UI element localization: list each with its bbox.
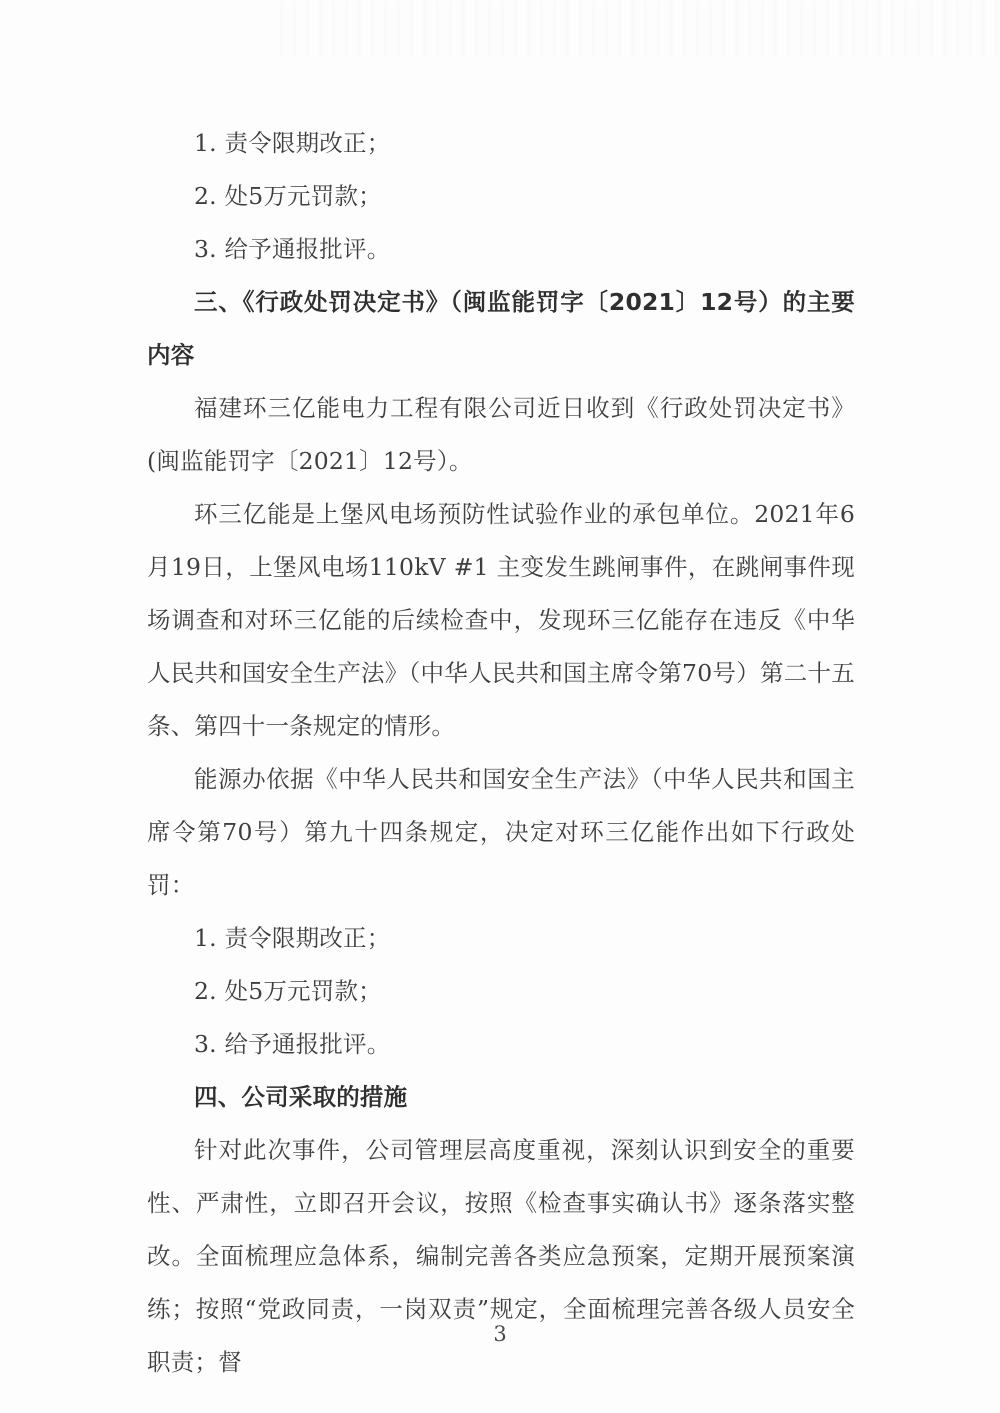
penalty-list-item: 3. 给予通报批评。 — [194, 1030, 391, 1058]
section-heading-3: 三、《行政处罚决定书》（闽监能罚字〔2021〕12号）的主要内容 — [147, 288, 855, 369]
paragraph-penalty-basis: 能源办依据《中华人民共和国安全生产法》（中华人民共和国主席令第70号）第九十四条规定，决定对环三亿能作出如下行政处罚： — [147, 765, 855, 899]
paragraph-company-measures: 针对此次事件，公司管理层高度重视，深刻认识到安全的重要性、严肃性，立即召开会议，按照《检查事实确认书》逐条落实整改。全面梳理应急体系，编制完善各类应急预案，定期开展预案演练；按照“党政同责，一岗双责”规定，全面梳理完善各级人员安全职责；督 — [147, 1136, 855, 1376]
paragraph-incident-description: 环三亿能是上堡风电场预防性试验作业的承包单位。2021年6月19日，上堡风电场110kV #1 主变发生跳闸事件，在跳闸事件现场调查和对环三亿能的后续检查中，发现环三亿能存在违反《中华人民共和国安全生产法》（中华人民共和国主席令第70号）第二十五条、第四十一条规定的情形。 — [147, 500, 855, 740]
penalty-list-item: 2. 处5万元罚款； — [194, 182, 382, 210]
penalty-list-item: 1. 责令限期改正； — [194, 129, 391, 157]
penalty-list-item: 2. 处5万元罚款； — [194, 977, 382, 1005]
page-number: 3 — [493, 1322, 507, 1346]
penalty-list-item: 3. 给予通报批评。 — [194, 235, 391, 263]
section-heading-4: 四、公司采取的措施 — [194, 1083, 408, 1111]
document-body — [147, 0, 855, 1389]
penalty-list-item: 1. 责令限期改正； — [194, 924, 391, 952]
paragraph-decision-received: 福建环三亿能电力工程有限公司近日收到《行政处罚决定书》(闽监能罚字〔2021〕12号）。 — [147, 394, 855, 475]
